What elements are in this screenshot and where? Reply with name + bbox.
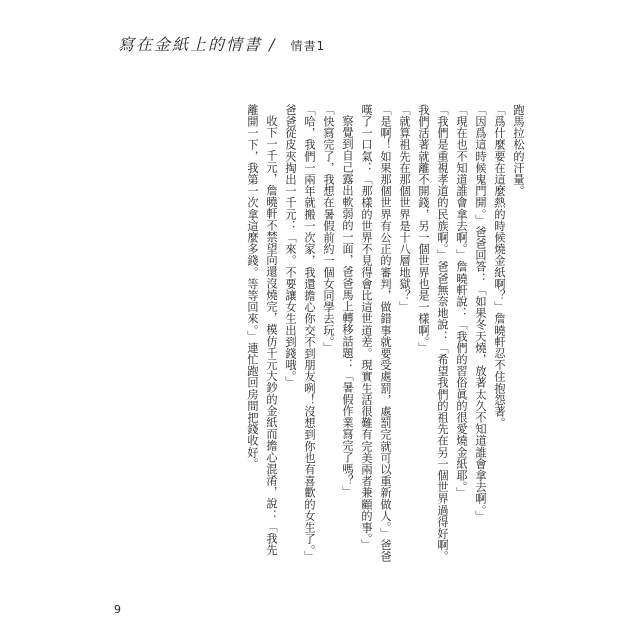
book-title: 寫在金紙上的情書 / [118, 35, 277, 54]
paragraph: 察覺到自己露出軟弱的一面，爸爸馬上轉移話題：「暑假作業寫完了嗎？」 [341, 115, 354, 498]
paragraph: 「哈，我們一兩年就搬一次家，我還擔心你交不到朋友咧！沒想到你也有喜歡的女生了。」爸爸從皮夾掏出一千元：「來。不要讓女生出到錢哦。」 [284, 104, 316, 563]
paragraph: 「因爲這時候鬼門開。」爸爸回答：「如果冬天燒，放著太久不知道誰會拿去啊。」 [474, 104, 487, 522]
section-title: 情書1 [290, 39, 326, 53]
page-number: 9 [114, 603, 121, 616]
paragraph: 收下一千元，詹曉軒不禁望向還沒燒完，模仿千元大鈔的金紙而擔心混淆，說：「我先離開一下，我第一次拿這麼多錢。等等回來。」連忙跑回房間把錢收好。 [246, 104, 278, 556]
paragraph: 「就算祖先在那個世界是十八層地獄？」 [398, 104, 411, 313]
paragraph: 「快寫完了，我想在暑假前約一個女同學去玩。」 [322, 104, 335, 354]
running-header [118, 32, 325, 55]
paragraph: 跑馬拉松的汗量。 [512, 104, 525, 197]
paragraph: 「是啊！如果那個世界有公正的審判，做錯事就要受處罰，處罰完就可以重新做人。」爸爸嘆了一口氣：「那樣的世界不見得會比這世道差。現實生活很難有完美兩者兼顧的事。」 [360, 104, 392, 563]
paragraph: 「爲什麼要在這麼熱的時候燒金紙啊？」詹曉軒忍不住抱怨著。 [493, 104, 506, 429]
body-text [118, 104, 528, 564]
paragraph: 「我們是重視孝道的民族啊。」爸爸無奈地說：「希望我們的祖先在另一個世界過得好啊。我們活著就離不開錢，另一個世界也是一樣啊。」 [417, 104, 449, 563]
paragraph: 「現在也不知道誰會拿去啊。」詹曉軒說：「我們的習俗眞的很愛燒金紙耶。」 [455, 104, 468, 499]
